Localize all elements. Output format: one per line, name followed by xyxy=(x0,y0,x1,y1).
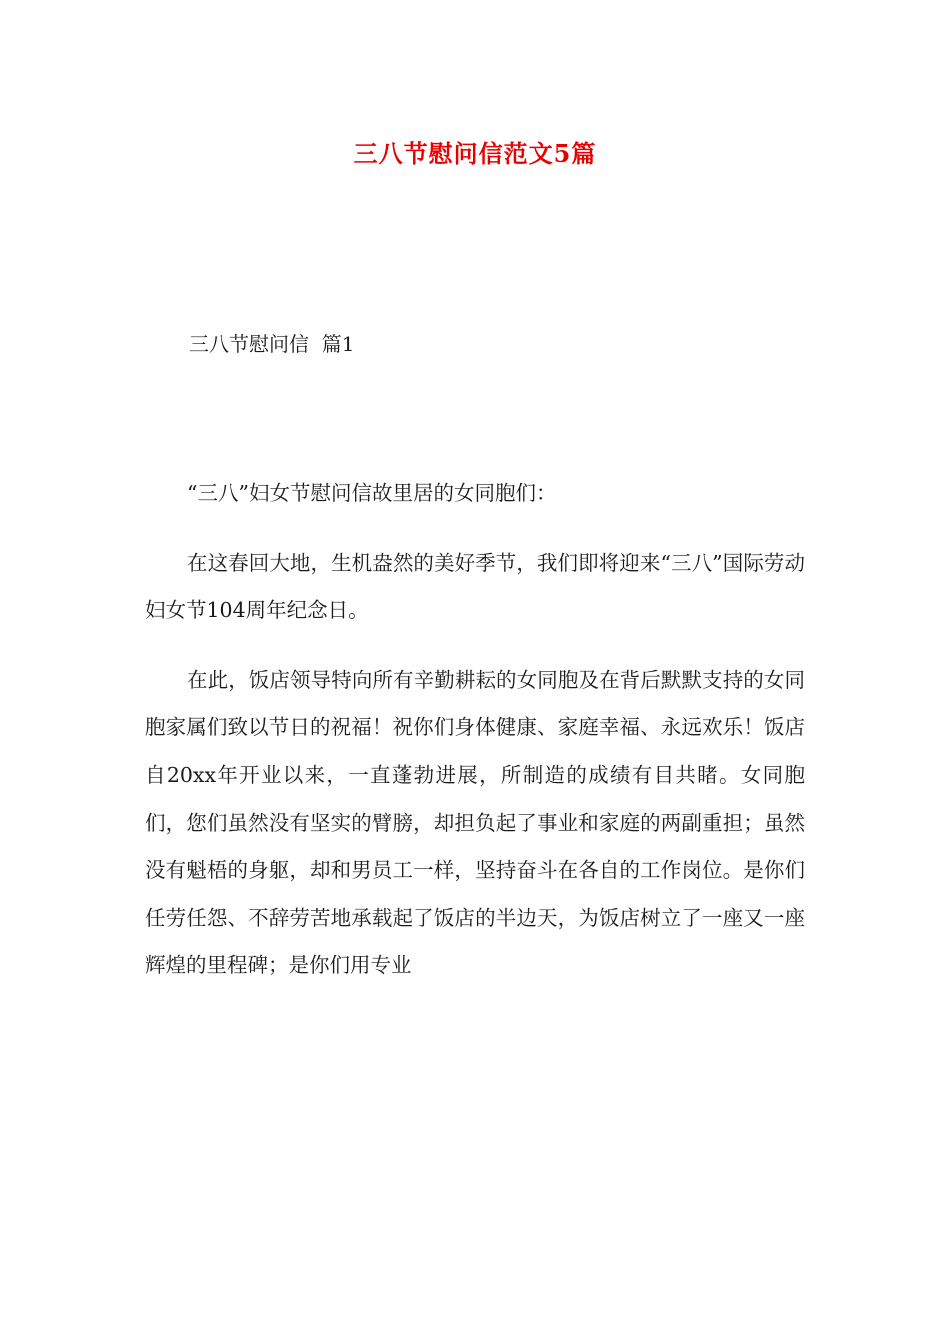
paragraph-salutation: “三八”妇女节慰问信故里居的女同胞们： xyxy=(187,481,557,505)
section-heading: 三八节慰问信 篇1 xyxy=(189,332,355,356)
letter-body xyxy=(145,470,805,1012)
document-title: 三八节慰问信范文5篇 xyxy=(353,139,597,168)
paragraph-2: 在此，饭店领导特向所有辛勤耕耘的女同胞及在背后默默支持的女同胞家属们致以节日的祝福！祝你们身体健康、家庭幸福、永远欢乐！饭店自20xx年开业以来，一直蓬勃进展，所制造的成绩有目共睹。女同胞们，您们虽然没有坚实的臂膀，却担负起了事业和家庭的两副重担；虽然没有魁梧的身躯，却和男员工一样，坚持奋斗在各自的工作岗位。是你们任劳任怨、不辞劳苦地承载起了饭店的半边天，为饭店树立了一座又一座辉煌的里程碑；是你们用专业 xyxy=(145,667,805,978)
paragraph-1: 在这春回大地，生机盎然的美好季节，我们即将迎来“三八”国际劳动妇女节104周年纪念日。 xyxy=(145,550,805,623)
